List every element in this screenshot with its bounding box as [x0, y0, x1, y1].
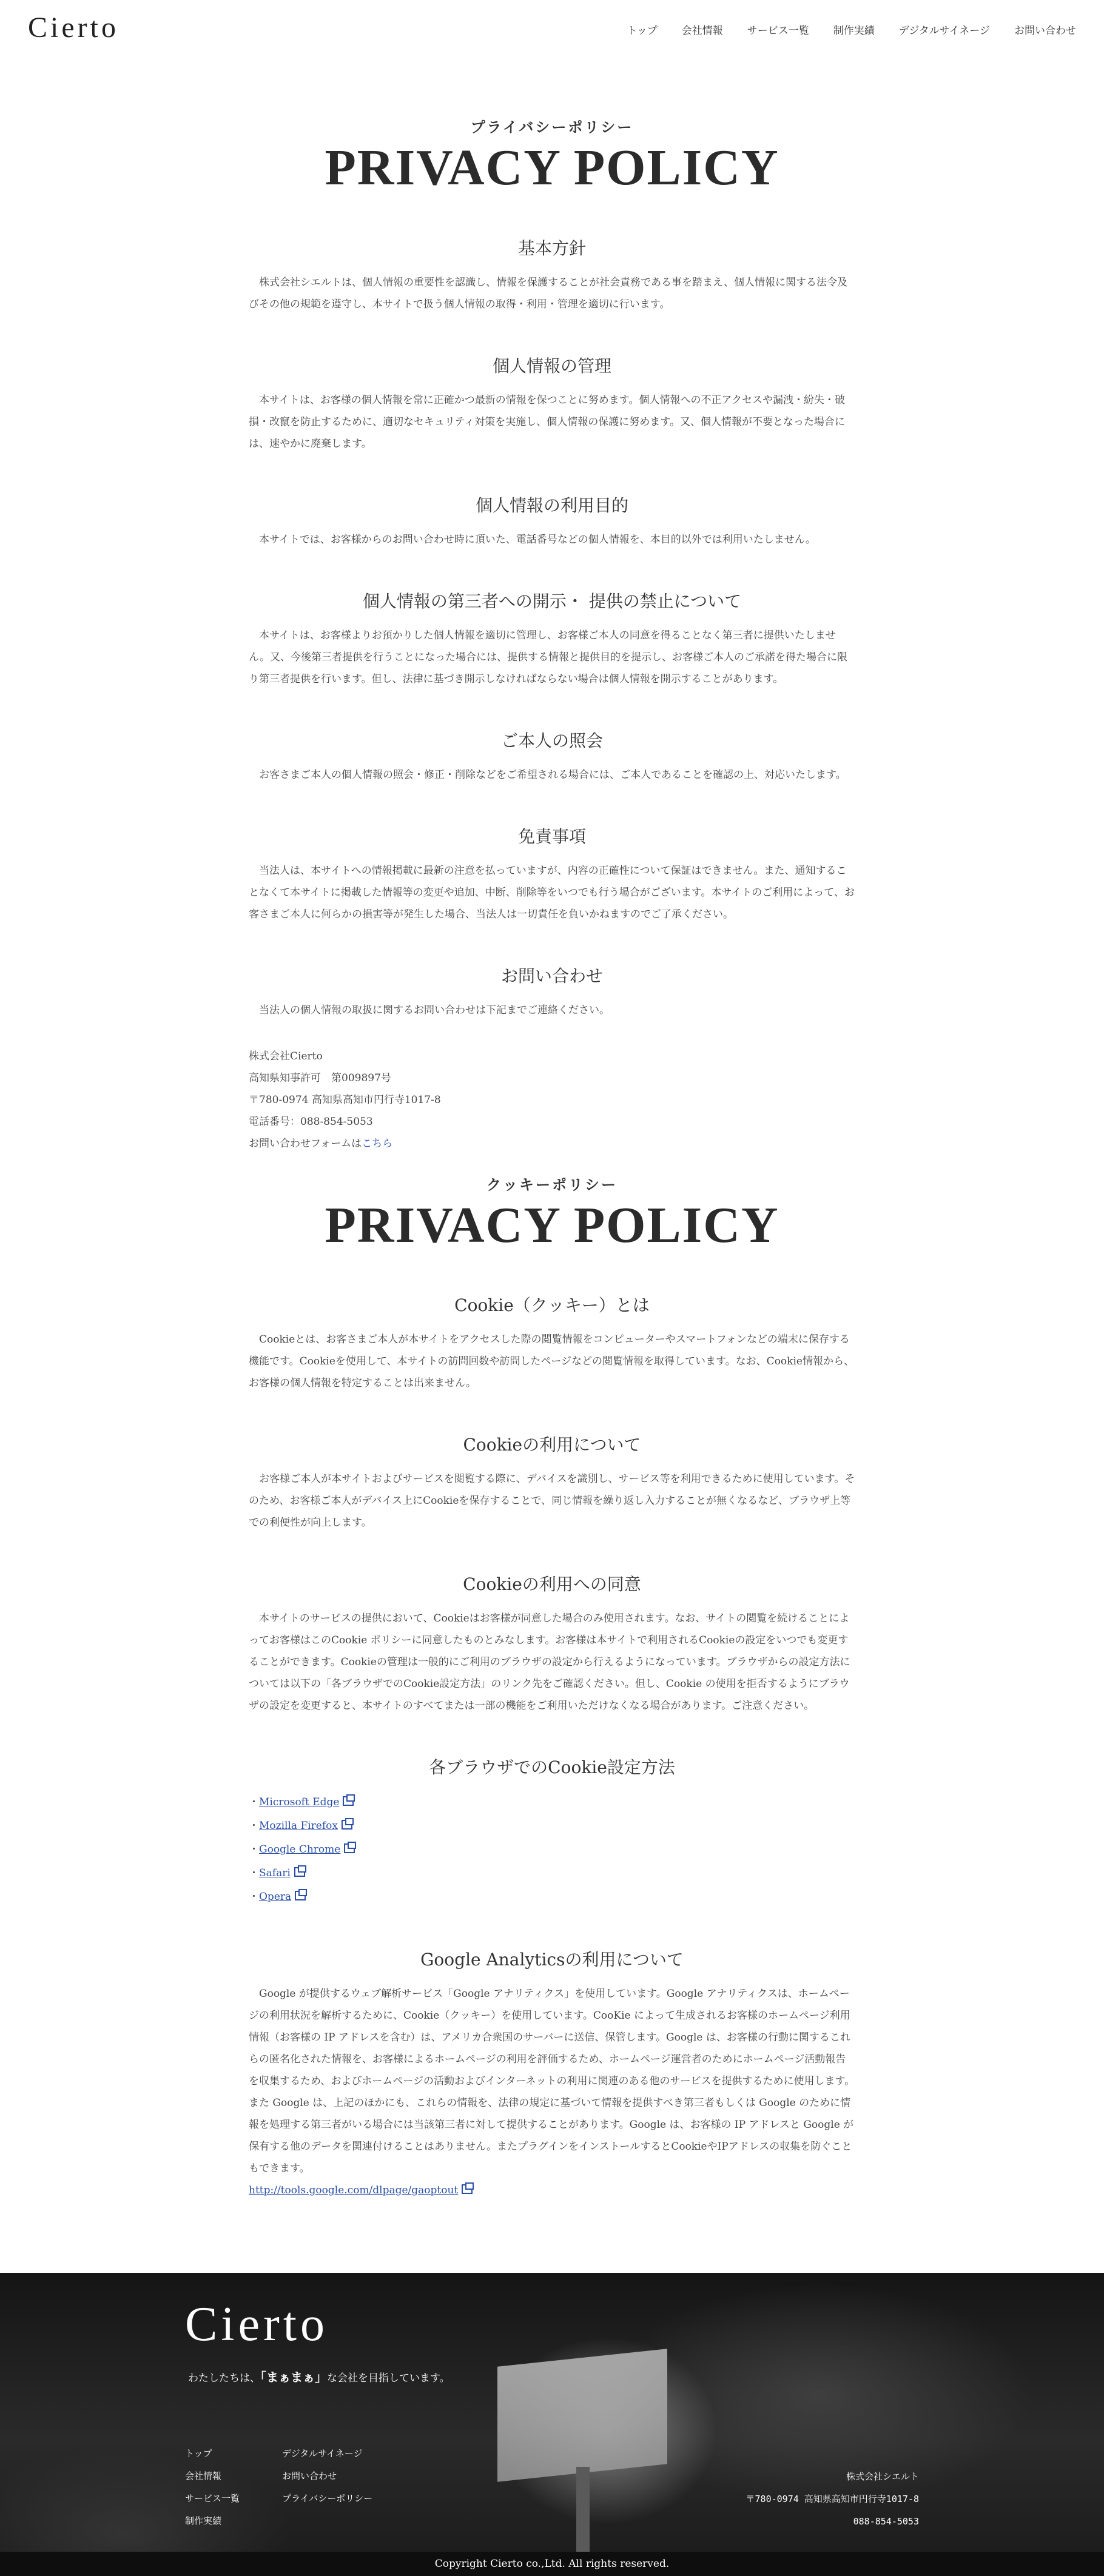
cookie-policy: [249, 1173, 855, 2202]
section-body: 当法人の個人情報の取扱に関するお問い合わせは下記までご連絡ください。: [259, 1004, 610, 1016]
section-body: 株式会社シエルトは、個人情報の重要性を認識し、情報を保護することが社会責務である事を踏まえ、個人情報に関する法令及びその他の規範を遵守し、本サイトで扱う個人情報の取得・利用・管理を適切に行います。: [249, 276, 848, 310]
footer-nav-col1: [185, 2443, 240, 2532]
section-heading: Cookieの利用への同意: [463, 1574, 641, 1595]
external-link-icon: [344, 1843, 355, 1853]
section-heading: Cookie（クッキー）とは: [454, 1295, 650, 1316]
browser-list: [249, 1791, 855, 1909]
external-link-icon: [343, 1796, 354, 1806]
footer-nav-top[interactable]: トップ: [185, 2448, 212, 2459]
footer-tagline: [188, 2367, 450, 2385]
section-body: Google が提供するウェブ解析サービス「Google アナリティクス」を使用しています。Google アナリティクスは、ホームページの利用状況を解析するために、Cookie（クッキー）を使用しています。CooKie によって生成されるお客様のホームページ利用情報（お客様の IP アドレスを含む）は、アメリカ合衆国のサーバーに送信、保管します。Google は、お客様の行動に関するこれらの匿名化された情報を、お客様によるホームページの利用を評価するため、ホームページ運営者のためにホームページ活動報告を収集するため、およびホームページの活動およびインターネットの利用に関連のある他のサービスを提供するために使用します。また Google は、上記のほかにも、これらの情報を、法律の規定に基づいて情報を提供すべき第三者もしくは Google のために情報を処理する第三者がいる場合には当該第三者に対して提供することがあります。Google は、お客様の IP アドレスと Google が保有する他のデータを関連付けることはありません。またプラグインをインストールするとCookieやIPアドレスの収集を防ぐこともできます。: [249, 1988, 855, 2175]
section-heading: 基本方針: [517, 238, 586, 258]
section-management: [249, 353, 855, 455]
footer-nav-company[interactable]: 会社情報: [185, 2470, 222, 2481]
ga-optout-line: [249, 2179, 855, 2201]
section-heading: 免責事項: [517, 826, 586, 847]
global-nav: [602, 22, 1076, 37]
footer-company-info: [746, 2466, 919, 2533]
contact-form-link[interactable]: こちら: [362, 1137, 393, 1150]
section-heading: Google Analyticsの利用について: [420, 1950, 684, 1970]
section-contact: [249, 963, 855, 1021]
section-cookie-usage: [249, 1432, 855, 1534]
section-basic-policy: [249, 235, 855, 315]
section-body: Cookieとは、お客さまご本人が本サイトをアクセスした際の閲覧情報をコンピューターやスマートフォンなどの端末に保存する機能です。Cookieを使用して、本サイトの訪問回数や訪問したページなどの閲覧情報を取得しています。なお、Cookie情報から、お客様の個人情報を特定することは出来ません。: [249, 1333, 854, 1390]
section-body: お客様ご本人が本サイトおよびサービスを閲覧する際に、デバイスを識別し、サービス等を利用できるために使用しています。そのため、お客様ご本人がデバイス上にCookieを保存することで、同じ情報を繰り返し入力することが無くなるなど、ブラウザ上等での利便性が向上します。: [249, 1473, 855, 1529]
footer-nav-signage[interactable]: デジタルサイネージ: [282, 2448, 363, 2459]
site-header: [0, 0, 1104, 61]
footer-nav-services[interactable]: サービス一覧: [185, 2493, 240, 2504]
contact-info: [249, 1045, 855, 1155]
external-link-icon: [342, 1820, 352, 1830]
main-content: [249, 115, 855, 2201]
list-item: ・Opera: [249, 1885, 855, 1909]
cookie-title: PRIVACY POLICY: [325, 1196, 779, 1253]
section-cookie-consent: [249, 1571, 855, 1717]
section-body: お客さまご本人の個人情報の照会・修正・削除などをご希望される場合には、ご本人であることを確認の上、対応いたします。: [259, 768, 846, 781]
section-body: 本サイトのサービスの提供において、Cookieはお客様が同意した場合のみ使用されます。なお、サイトの閲覧を続けることによってお客様はこのCookie ポリシーに同意したものとみなします。お客様は本サイトで利用されるCookieの設定をいつでも変更することができます。Cookieの管理は一般的にご利用のブラウザの設定から行えるようになっています。ブラウザからの設定方法については以下の「各ブラウザでのCookie設定方法」のリンク先をご確認ください。但し、Cookie の使用を拒否するようにブラウザの設定を変更すると、本サイトのすべてまたは一部の機能をご利用いただけなくなる場合があります。ご注意ください。: [249, 1612, 850, 1712]
list-item: ・Mozilla Firefox: [249, 1814, 855, 1838]
external-link-icon: [294, 1867, 305, 1877]
section-heading: 個人情報の管理: [492, 355, 611, 376]
site-logo[interactable]: Cierto: [28, 12, 119, 44]
nav-services[interactable]: サービス一覧: [747, 25, 809, 37]
footer-logo[interactable]: Cierto: [185, 2298, 328, 2351]
contact-company: 株式会社Cierto: [249, 1050, 323, 1062]
nav-top[interactable]: トップ: [627, 25, 658, 37]
external-link-icon: [295, 1891, 306, 1900]
section-inquiry-self: [249, 728, 855, 786]
external-link-icon: [462, 2184, 473, 2194]
nav-signage[interactable]: デジタルサイネージ: [898, 25, 990, 37]
footer-address: 〒780-0974 高知県高知市円行寺1017-8: [746, 2494, 919, 2504]
copyright: Copyright Cierto co.,Ltd. All rights reserved.: [434, 2558, 670, 2570]
footer-company-name: 株式会社シエルト: [846, 2471, 919, 2482]
list-item: ・Safari: [249, 1862, 855, 1885]
nav-company[interactable]: 会社情報: [681, 25, 723, 37]
browser-link-safari[interactable]: Safari: [259, 1867, 291, 1880]
section-heading: 個人情報の利用目的: [475, 495, 628, 515]
footer-tel: 088-854-5053: [853, 2516, 919, 2527]
privacy-title: PRIVACY POLICY: [325, 139, 779, 196]
section-body: 本サイトは、お客様よりお預かりした個人情報を適切に管理し、お客様ご本人の同意を得ることなく第三者に提供いたしません。又、今後第三者提供を行うことになった場合には、提供する情報と提供目的を提示し、お客様ご本人のご承諾を得た場合に限り第三者提供を行います。但し、法律に基づき開示しなければならない場合は個人情報を開示することがあります。: [249, 629, 848, 685]
billboard-image: [497, 2349, 667, 2481]
site-footer: [0, 2273, 1104, 2576]
footer-nav-privacy[interactable]: プライバシーポリシー: [282, 2493, 373, 2504]
section-browser-settings: [249, 1754, 855, 1909]
section-cookie-what: [249, 1292, 855, 1394]
section-third-party: [249, 588, 855, 690]
tagline-prefix: わたしたちは、: [188, 2372, 260, 2384]
list-item: ・Google Chrome: [249, 1838, 855, 1862]
section-google-analytics: [249, 1947, 855, 2201]
contact-form-line: [249, 1133, 855, 1155]
section-body: 本サイトは、お客様の個人情報を常に正確かつ最新の情報を保つことに努めます。個人情報への不正アクセスや漏洩・紛失・破損・改竄を防止するために、適切なセキュリティ対策を実施し、個人情報の保護に努めます。又、個人情報が不要となった場合には、速やかに廃棄します。: [249, 394, 845, 450]
contact-license: 高知県知事許可 第009897号: [249, 1072, 391, 1084]
contact-address: 〒780-0974 高知県高知市円行寺1017-8: [249, 1093, 441, 1106]
footer-nav-contact[interactable]: お問い合わせ: [282, 2470, 337, 2481]
section-disclaimer: [249, 823, 855, 925]
section-body: 本サイトでは、お客様からのお問い合わせ時に頂いた、電話番号などの個人情報を、本目的以外では利用いたしません。: [259, 533, 816, 546]
ga-optout-link[interactable]: http://tools.google.com/dlpage/gaoptout: [249, 2184, 459, 2197]
cookie-subtitle: クッキーポリシー: [486, 1175, 618, 1193]
privacy-title-block: [249, 115, 855, 198]
section-heading: Cookieの利用について: [463, 1435, 641, 1455]
nav-works[interactable]: 制作実績: [833, 25, 875, 37]
section-heading: お問い合わせ: [500, 965, 603, 986]
tagline-emphasis: 「まぁまぁ」: [260, 2370, 327, 2384]
contact-form-prefix: お問い合わせフォームは: [249, 1137, 362, 1150]
section-heading: 各ブラウザでのCookie設定方法: [429, 1757, 675, 1778]
privacy-subtitle: プライバシーポリシー: [470, 118, 634, 136]
contact-tel: 電話番号：088-854-5053: [249, 1115, 373, 1128]
browser-link-firefox[interactable]: Mozilla Firefox: [259, 1820, 338, 1833]
footer-nav-col2: [282, 2443, 372, 2510]
list-item: ・Microsoft Edge: [249, 1791, 855, 1814]
nav-contact[interactable]: お問い合わせ: [1014, 25, 1076, 37]
copyright-bar: [0, 2552, 1104, 2576]
section-heading: 個人情報の第三者への開示・ 提供の禁止について: [362, 591, 742, 611]
section-heading: ご本人の照会: [500, 730, 603, 751]
browser-link-edge[interactable]: Microsoft Edge: [259, 1796, 340, 1809]
browser-link-opera[interactable]: Opera: [259, 1891, 292, 1903]
section-purpose: [249, 492, 855, 551]
tagline-suffix: な会社を目指しています。: [327, 2372, 450, 2384]
section-body: 当法人は、本サイトへの情報掲載に最新の注意を払っていますが、内容の正確性について保証はできません。また、通知することなくて本サイトに掲載した情報等の変更や追加、中断、削除等をいつでも行う場合がございます。本サイトのご利用によって、お客さまご本人に何らかの損害等が発生した場合、当法人は一切責任を負いかねますのでご了承ください。: [249, 864, 855, 921]
footer-nav-works[interactable]: 制作実績: [185, 2515, 222, 2526]
cookie-title-block: [249, 1173, 855, 1255]
browser-link-chrome[interactable]: Google Chrome: [259, 1843, 341, 1856]
